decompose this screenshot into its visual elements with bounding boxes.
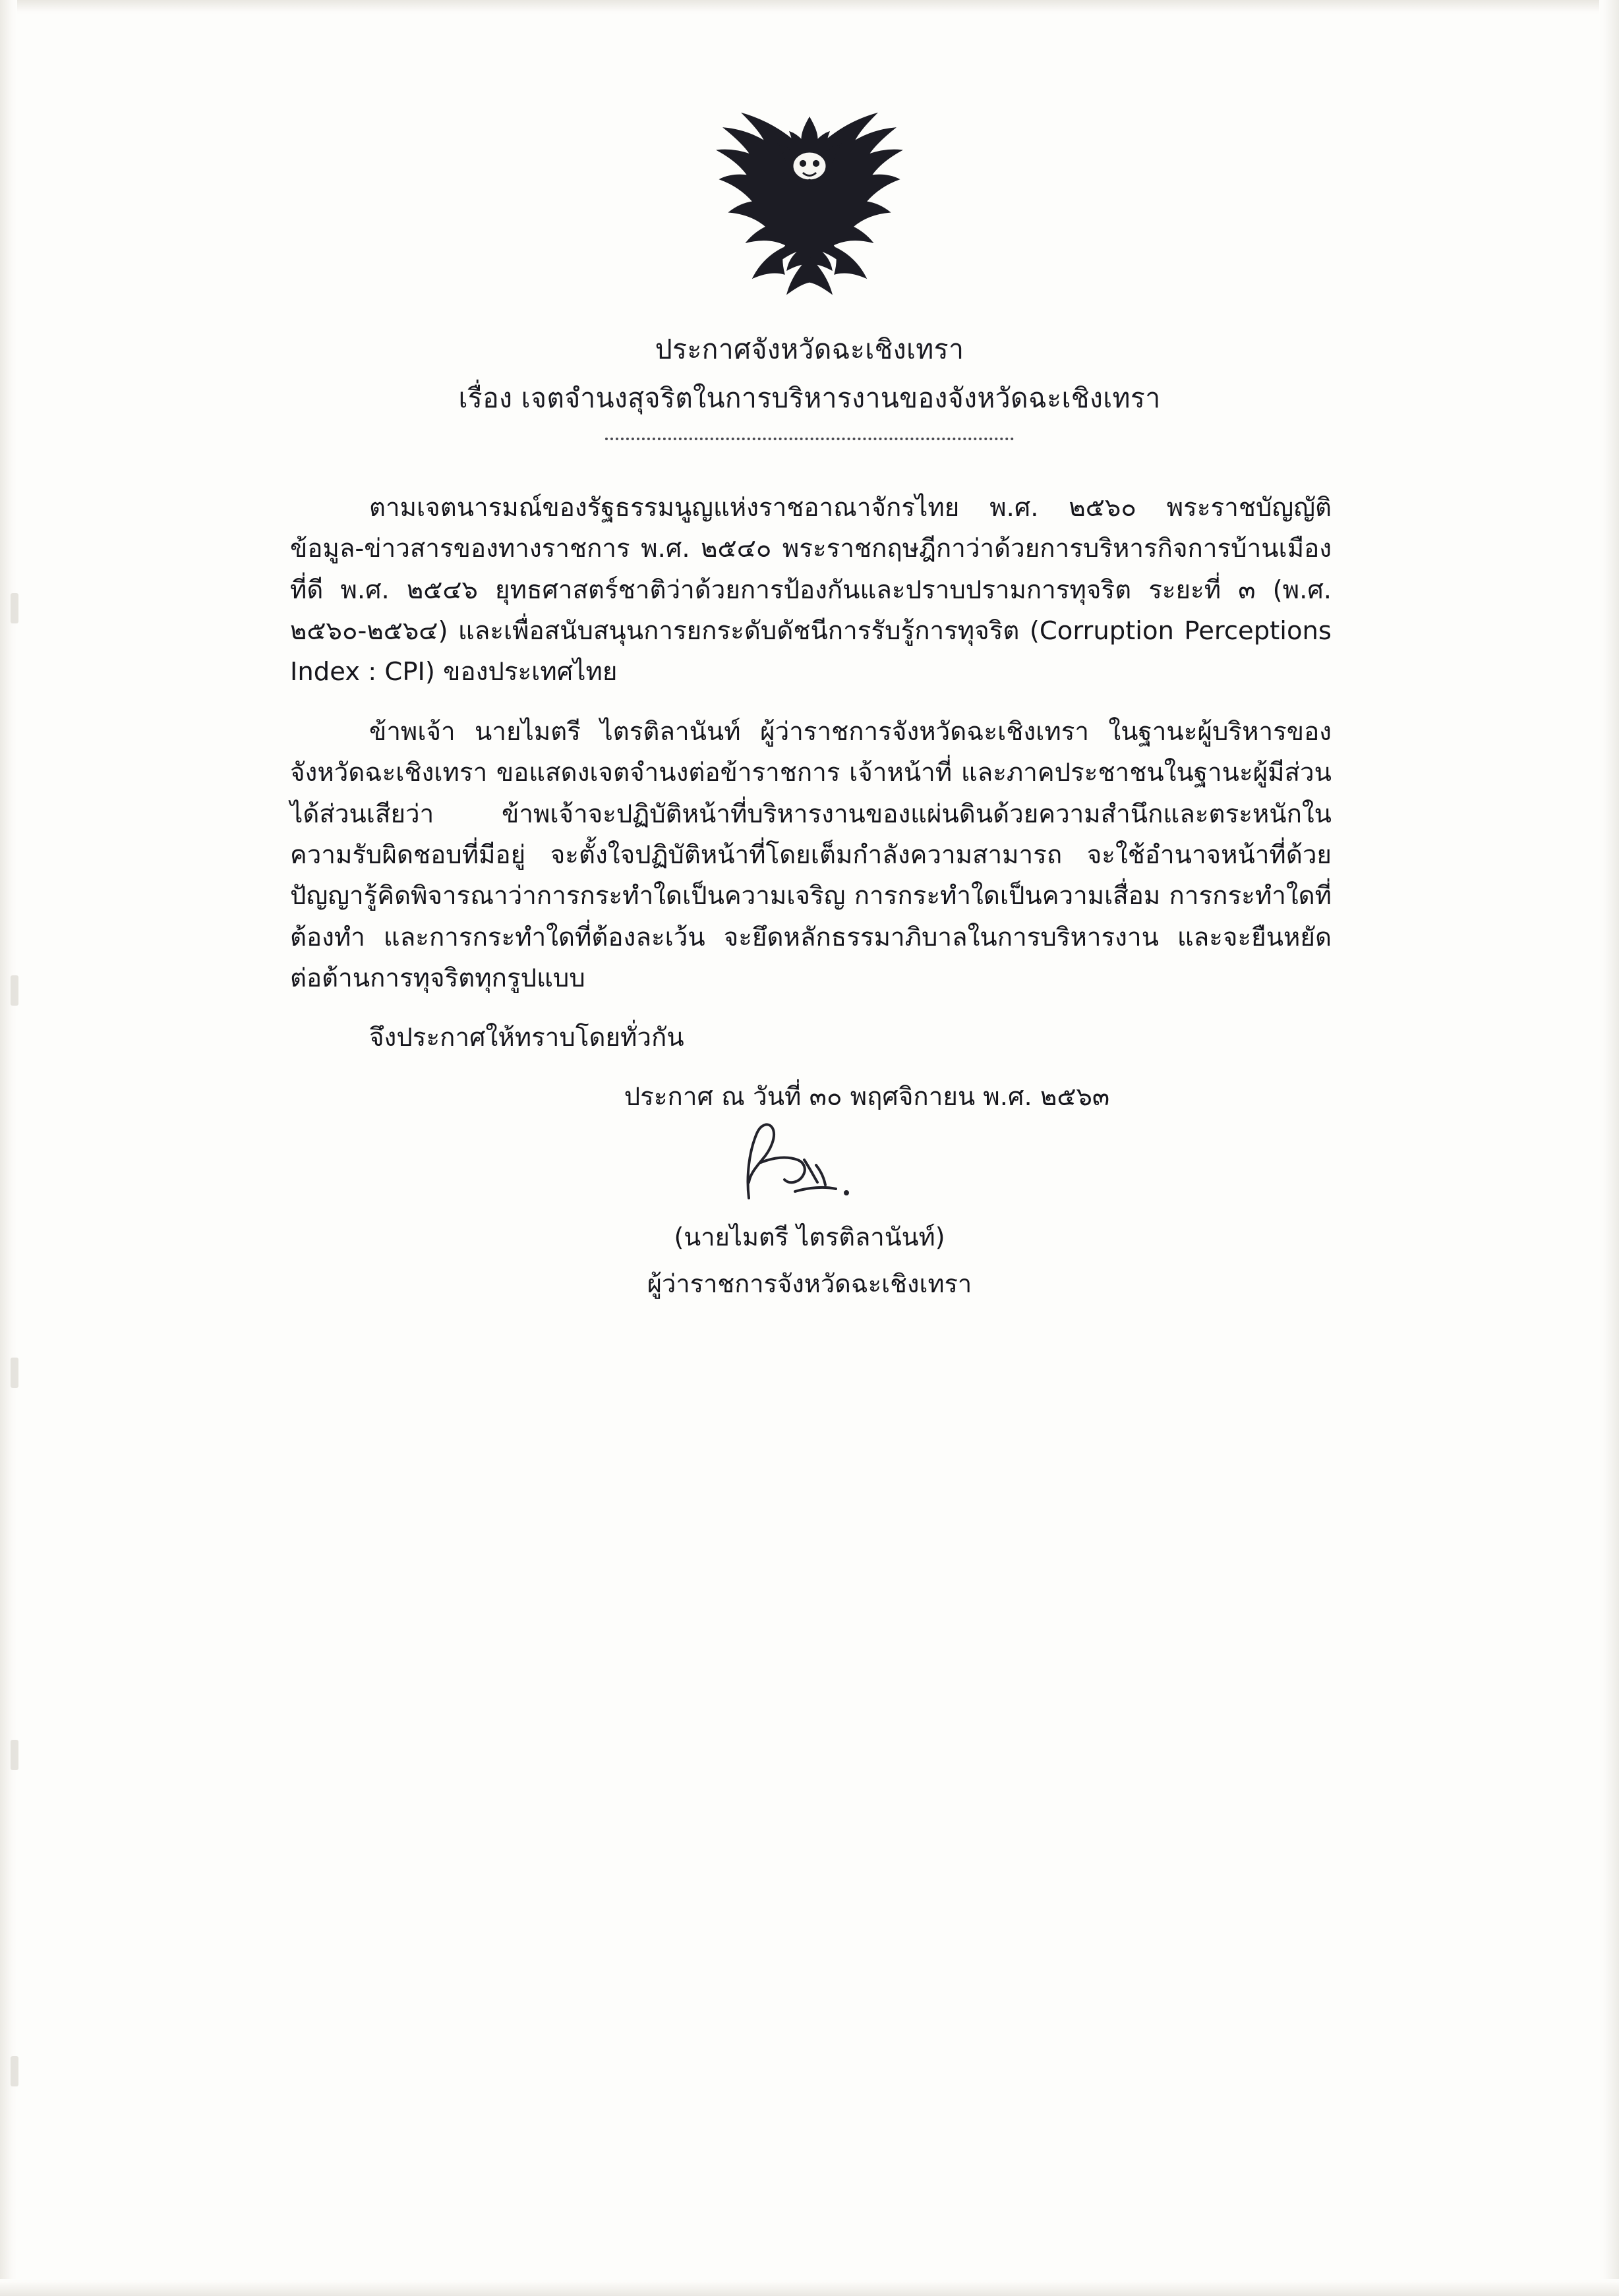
scan-edge-bottom xyxy=(0,2279,1619,2296)
binder-hole-mark xyxy=(11,1358,18,1388)
paragraph-2: ข้าพเจ้า นายไมตรี ไตรติลานันท์ ผู้ว่าราชการจังหวัดฉะเชิงเทรา ในฐานะผู้บริหารของจังหวัดฉะเชิงเทรา ขอแสดงเจตจำนงต่อข้าราชการ เจ้าหน้าที่ และภาคประชาชนในฐานะผู้มีส่วนได้ส่วนเสียว่า ข้าพเจ้าจะปฏิบัติหน้าที่บริหารงานของแผ่นดินด้วยความสำนึกและตระหนักในความรับผิดชอบที่มีอยู่ จะตั้งใจปฏิบัติหน้าที่โดยเต็มกำลังความสามารถ จะใช้อำนาจหน้าที่ด้วยปัญญารู้คิดพิจารณาว่าการกระทำใดเป็นความเจริญ การกระทำใดเป็นความเสื่อม การกระทำใดที่ต้องทำ และการกระทำใดที่ต้องละเว้น จะยึดหลักธรรมาภิบาลในการบริหารงาน และจะยืนหยัดต่อต้านการทุจริตทุกรูปแบบ xyxy=(290,716,1332,993)
page-subtitle: เรื่อง เจตจำนงสุจริตในการบริหารงานของจังหวัดฉะเชิงเทรา xyxy=(458,382,1161,414)
binder-hole-mark xyxy=(11,593,18,623)
signature-block xyxy=(0,1114,1619,1304)
binder-hole-mark xyxy=(11,1740,18,1770)
binder-hole-mark xyxy=(11,2056,18,2086)
dotted-divider xyxy=(605,436,1014,440)
closing-statement: จึงประกาศให้ทราบโดยทั่วกัน xyxy=(369,1023,684,1053)
garuda-emblem-icon xyxy=(704,92,915,310)
binder-hole-mark xyxy=(11,975,18,1006)
paragraph-1: ตามเจตนารมณ์ของรัฐธรรมนูญแห่งราชอาณาจักรไทย พ.ศ. ๒๕๖๐ พระราชบัญญัติข้อมูล-ข่าวสารของทางราชการ พ.ศ. ๒๕๔๐ พระราชกฤษฎีกาว่าด้วยการบริหารกิจการบ้านเมืองที่ดี พ.ศ. ๒๕๔๖ ยุทธศาสตร์ชาติว่าด้วยการป้องกันและปราบปรามการทุจริต ระยะที่ ๓ (พ.ศ. ๒๕๖๐-๒๕๖๔) และเพื่อสนับสนุนการยกระดับดัชนีการรับรู้การทุจริต (Corruption Perceptions Index : CPI) ของประเทศไทย xyxy=(290,493,1332,687)
document-body xyxy=(290,488,1332,1116)
announcement-date: ประกาศ ณ วันที่ ๓๐ พฤศจิกายน พ.ศ. ๒๕๖๓ xyxy=(624,1081,1110,1112)
scan-edge-top xyxy=(0,0,1619,14)
document-title-block xyxy=(0,330,1619,440)
handwritten-signature-icon xyxy=(0,1114,1619,1213)
signer-role: ผู้ว่าราชการจังหวัดฉะเชิงเทรา xyxy=(647,1269,972,1298)
signer-name: (นายไมตรี ไตรติลานันท์) xyxy=(674,1222,945,1251)
page-title: ประกาศจังหวัดฉะเชิงเทรา xyxy=(655,333,964,365)
